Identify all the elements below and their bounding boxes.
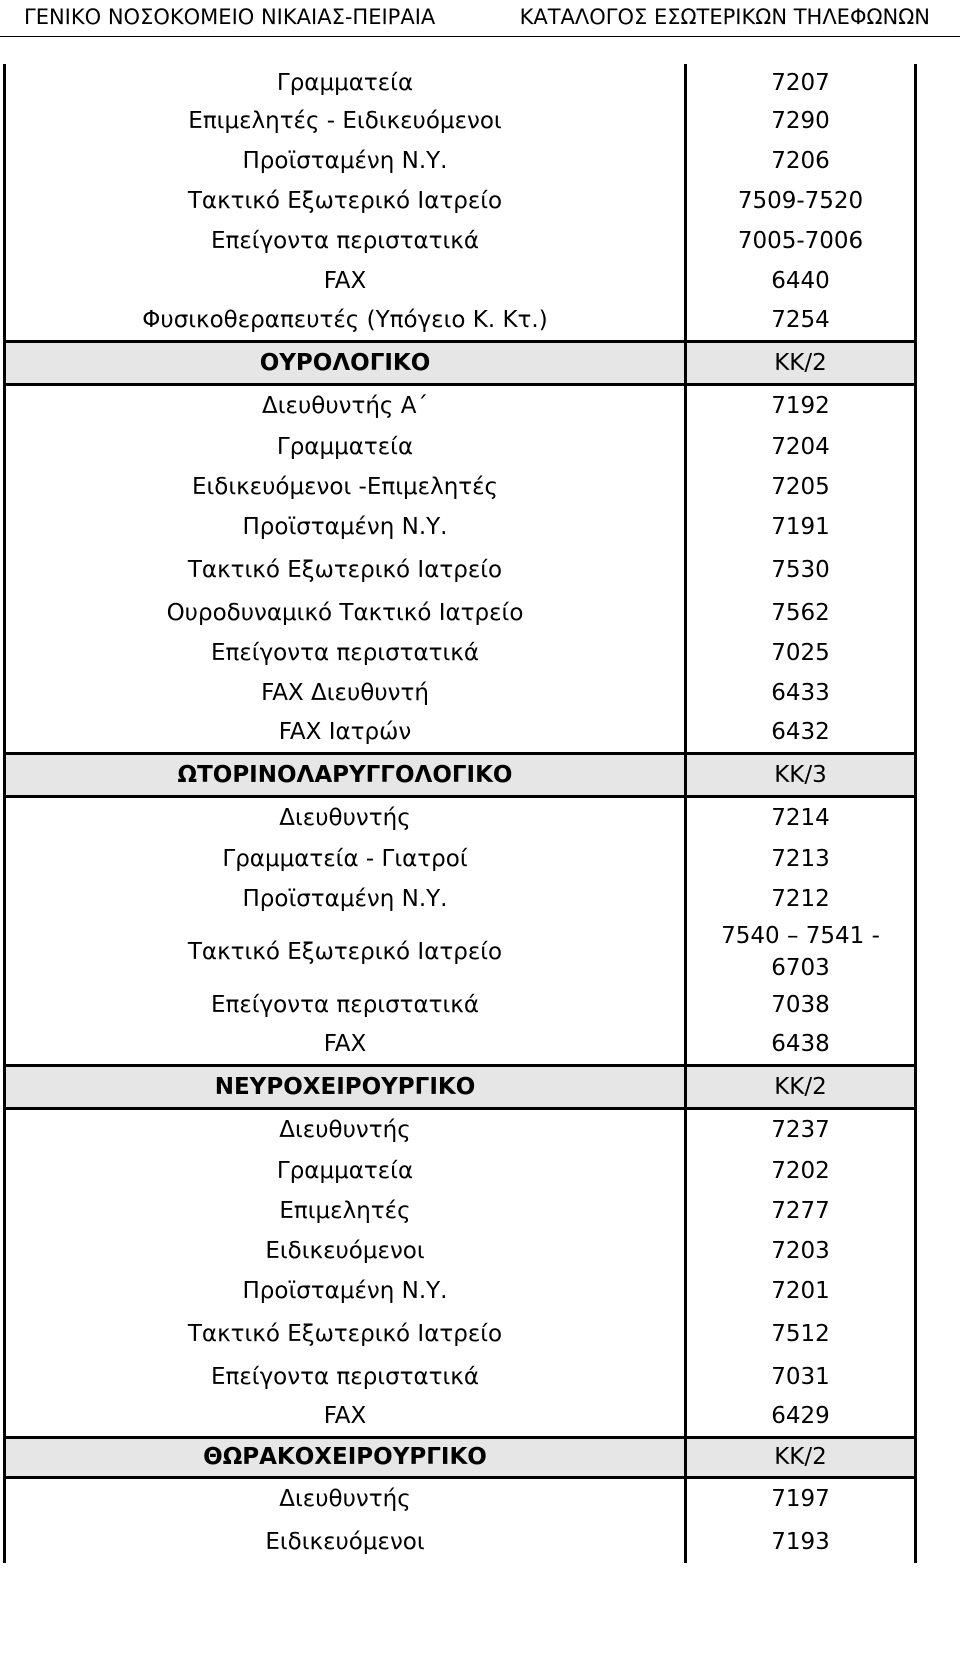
table-row	[5, 64, 916, 101]
contact-name: Προϊσταμένη Ν.Υ.	[5, 141, 686, 181]
table-row	[5, 1311, 916, 1357]
table-row	[5, 181, 916, 221]
contact-name: Τακτικό Εξωτερικό Ιατρείο	[5, 547, 686, 593]
table-row	[5, 221, 916, 261]
contact-name: Διευθυντής	[5, 1477, 686, 1520]
phone-extension: 7031	[686, 1357, 916, 1397]
table-row	[5, 1025, 916, 1065]
department-location: ΚΚ/2	[686, 341, 916, 384]
contact-name: Επείγοντα περιστατικά	[5, 1357, 686, 1397]
contact-name: FAX Διευθυντή	[5, 673, 686, 713]
department-row	[5, 753, 916, 796]
contact-name: FAX	[5, 1025, 686, 1065]
phone-extension: 6440	[686, 261, 916, 301]
contact-name: Διευθυντής	[5, 796, 686, 839]
contact-name: Προϊσταμένη Ν.Υ.	[5, 507, 686, 547]
phone-extension: 7005-7006	[686, 221, 916, 261]
phone-extension: 7214	[686, 796, 916, 839]
phone-extension: 6429	[686, 1397, 916, 1437]
table-row	[5, 1108, 916, 1151]
contact-name: Ειδικευόμενοι	[5, 1231, 686, 1271]
contact-name: FAX	[5, 1397, 686, 1437]
phone-extension: 7562	[686, 593, 916, 633]
table-row	[5, 427, 916, 467]
phone-extension: 7290	[686, 101, 916, 141]
phone-extension: 7202	[686, 1151, 916, 1191]
table-row	[5, 101, 916, 141]
table-row	[5, 673, 916, 713]
department-name: ΝΕΥΡΟΧΕΙΡΟΥΡΓΙΚΟ	[5, 1065, 686, 1108]
phone-extension: 7191	[686, 507, 916, 547]
phone-extension: 7203	[686, 1231, 916, 1271]
phone-extension: 7254	[686, 301, 916, 341]
contact-name: Ειδικευόμενοι	[5, 1520, 686, 1563]
phone-extension: 7197	[686, 1477, 916, 1520]
table-row	[5, 1520, 916, 1563]
phone-extension: 6433	[686, 673, 916, 713]
phone-extension: 7207	[686, 64, 916, 101]
phone-extension: 7213	[686, 839, 916, 879]
table-row	[5, 839, 916, 879]
contact-name: Διευθυντής	[5, 1108, 686, 1151]
department-location: ΚΚ/2	[686, 1437, 916, 1477]
contact-name: Επείγοντα περιστατικά	[5, 221, 686, 261]
page-header	[0, 0, 960, 37]
table-row	[5, 919, 916, 985]
contact-name: Προϊσταμένη Ν.Υ.	[5, 1271, 686, 1311]
table-row	[5, 141, 916, 181]
phone-extension: 6438	[686, 1025, 916, 1065]
contact-name: Γραμματεία	[5, 1151, 686, 1191]
phone-extension: 7530	[686, 547, 916, 593]
table-row	[5, 985, 916, 1025]
department-location: ΚΚ/2	[686, 1065, 916, 1108]
table-row	[5, 301, 916, 341]
phone-directory-table	[3, 64, 917, 1563]
phone-extension: 7237	[686, 1108, 916, 1151]
department-row	[5, 1065, 916, 1108]
table-row	[5, 1191, 916, 1231]
table-row	[5, 261, 916, 301]
phone-extension-multi: 7540 – 7541 - 6703	[721, 923, 880, 981]
phone-extension: 7277	[686, 1191, 916, 1231]
phone-extension: 7509-7520	[686, 181, 916, 221]
phone-extension: 7193	[686, 1520, 916, 1563]
table-row	[5, 507, 916, 547]
table-row	[5, 593, 916, 633]
phone-extension: 7204	[686, 427, 916, 467]
contact-name: Διευθυντής Α΄	[5, 384, 686, 427]
contact-name: Τακτικό Εξωτερικό Ιατρείο	[5, 919, 686, 985]
department-location: ΚΚ/3	[686, 753, 916, 796]
contact-name: Ειδικευόμενοι -Επιμελητές	[5, 467, 686, 507]
phone-extension: 7212	[686, 879, 916, 919]
contact-name: FAX	[5, 261, 686, 301]
phone-extension: 7205	[686, 467, 916, 507]
contact-name: Επείγοντα περιστατικά	[5, 985, 686, 1025]
department-row	[5, 1437, 916, 1477]
table-row	[5, 1357, 916, 1397]
phone-extension: 7025	[686, 633, 916, 673]
phone-extension: 7201	[686, 1271, 916, 1311]
phone-extension	[686, 919, 916, 985]
table-row	[5, 713, 916, 753]
hospital-name: ΓΕΝΙΚΟ ΝΟΣΟΚΟΜΕΙΟ ΝΙΚΑΙΑΣ-ΠΕΙΡΑΙΑ	[24, 5, 436, 29]
contact-name: Επιμελητές - Ειδικευόμενοι	[5, 101, 686, 141]
table-row	[5, 879, 916, 919]
contact-name: Γραμματεία	[5, 427, 686, 467]
table-row	[5, 796, 916, 839]
contact-name: Επιμελητές	[5, 1191, 686, 1231]
table-row	[5, 467, 916, 507]
table-row	[5, 1397, 916, 1437]
contact-name: Ουροδυναμικό Τακτικό Ιατρείο	[5, 593, 686, 633]
contact-name: Προϊσταμένη Ν.Υ.	[5, 879, 686, 919]
department-name: ΘΩΡΑΚΟΧΕΙΡΟΥΡΓΙΚΟ	[5, 1437, 686, 1477]
table-row	[5, 1477, 916, 1520]
table-row	[5, 384, 916, 427]
phone-extension: 7512	[686, 1311, 916, 1357]
directory-body	[5, 64, 916, 1563]
department-row	[5, 341, 916, 384]
table-row	[5, 1231, 916, 1271]
table-row	[5, 1151, 916, 1191]
contact-name: Τακτικό Εξωτερικό Ιατρείο	[5, 181, 686, 221]
catalog-title: ΚΑΤΑΛΟΓΟΣ ΕΣΩΤΕΡΙΚΩΝ ΤΗΛΕΦΩΝΩΝ	[519, 5, 930, 29]
table-row	[5, 1271, 916, 1311]
contact-name: Επείγοντα περιστατικά	[5, 633, 686, 673]
contact-name: FAX Ιατρών	[5, 713, 686, 753]
phone-extension: 7192	[686, 384, 916, 427]
department-name: ΩΤΟΡΙΝΟΛΑΡΥΓΓΟΛΟΓΙΚΟ	[5, 753, 686, 796]
phone-extension: 7206	[686, 141, 916, 181]
phone-extension: 6432	[686, 713, 916, 753]
table-row	[5, 547, 916, 593]
table-row	[5, 633, 916, 673]
contact-name: Γραμματεία	[5, 64, 686, 101]
contact-name: Φυσικοθεραπευτές (Υπόγειο Κ. Κτ.)	[5, 301, 686, 341]
contact-name: Γραμματεία - Γιατροί	[5, 839, 686, 879]
department-name: ΟΥΡΟΛΟΓΙΚΟ	[5, 341, 686, 384]
contact-name: Τακτικό Εξωτερικό Ιατρείο	[5, 1311, 686, 1357]
phone-extension: 7038	[686, 985, 916, 1025]
